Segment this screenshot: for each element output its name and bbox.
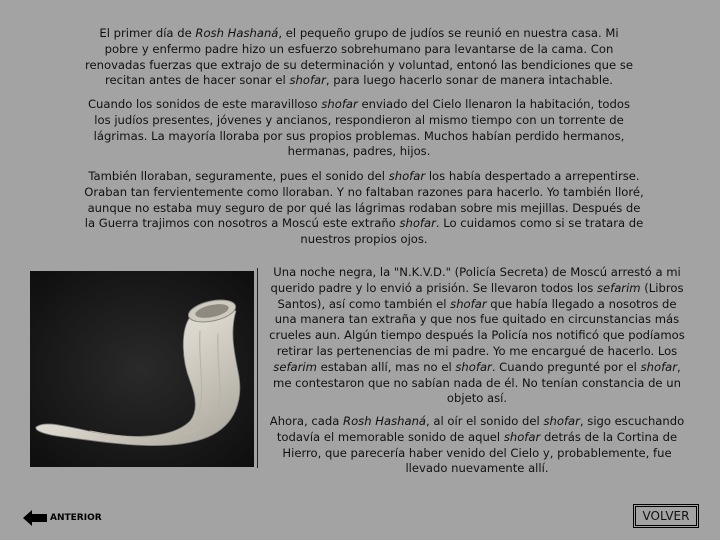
italic-term: sefarim: [273, 359, 317, 374]
text-run: enviado del Cielo llenaron la habitación, todos los judíos presentes, jóvenes y ancianos, respondieron al mismo tiempo con un torrente de lágrimas. La mayoría lloraba por sus propios problemas. Muchos habían perdido hermanos, hermanas, padres, hijos.: [93, 97, 631, 159]
text-run: , me contestaron que no sabían nada de él. No tenían constancia de un objeto así.: [273, 359, 681, 406]
italic-term: shofar: [321, 97, 358, 111]
italic-term: shofar: [455, 359, 492, 374]
italic-term: shofar: [399, 216, 436, 231]
italic-term: sefarim: [596, 280, 641, 295]
text-run: Ahora, cada: [269, 414, 344, 428]
paragraph-5: [268, 414, 686, 477]
text-run: los había despertado a arrepentirse. Oraban tan fervientemente como lloraban. Y no faltaban razones para hacerlo. Yo también lloré, aunque no estaba muy seguro de por qué las lágrimas rodaban sobre mis mejillas. Después de la Guerra trajimos con nosotros a Moscú este extraño: [84, 169, 644, 231]
back-label: VOLVER: [642, 509, 690, 523]
paragraph-1: [84, 26, 634, 89]
back-button[interactable]: [633, 504, 699, 528]
italic-term: shofar: [640, 359, 678, 374]
text-run: que había llegado a nosotros de una manera tan extraña y que nos fue quitado en circunstancias más crueles aun. Algún tiempo después la Policía nos notificó que podíamos retirar las pertenencias de mi padre. Yo me encargué de hacerlo. Los: [269, 296, 685, 358]
text-run: . Cuando pregunté por el: [491, 359, 641, 374]
divider: [257, 268, 258, 468]
text-run: , al oír el sonido del: [426, 414, 544, 428]
text-run: , sigo escuchando todavía el memorable sonido de aquel: [276, 414, 685, 444]
text-run: También lloraban, seguramente, pues el sonido del: [88, 169, 389, 183]
italic-term: Rosh Hashaná: [195, 26, 279, 40]
text-run: , para luego hacerlo sonar de manera intachable.: [325, 73, 613, 88]
text-run: detrás de la Cortina de Hierro, que parecería haber venido del Cielo y, probablemente, fue llevado nuevamente allí.: [282, 429, 678, 476]
italic-term: shofar: [503, 429, 541, 444]
italic-term: shofar: [543, 414, 580, 428]
text-run: , el pequeño grupo de judíos se reunió en nuestra casa. Mi pobre y enfermo padre hizo un esfuerzo sobrehumano para levantarse de la cama. Con renovadas fuerzas que extrajo de su determinación y voluntad, entonó las bendiciones que se recitan antes de hacer sonar el: [84, 26, 633, 88]
italic-term: shofar: [289, 73, 326, 88]
left-arrow-icon: [22, 509, 48, 527]
paragraph-3: [84, 169, 644, 248]
italic-term: shofar: [450, 296, 487, 311]
text-run: estaban allí, mas no el: [316, 359, 456, 374]
prev-button[interactable]: [22, 509, 102, 527]
shofar-photo: [30, 271, 254, 467]
paragraph-2: [84, 97, 634, 160]
text-run: Una noche negra, la "N.K.V.D." (Policía Secreta) de Moscú arrestó a mi querido padre y lo envió a prisión. Se llevaron todos los: [270, 265, 681, 295]
text-run: El primer día de: [99, 26, 196, 40]
prev-label: ANTERIOR: [50, 513, 102, 523]
italic-term: shofar: [388, 169, 426, 183]
text-run: (Libros Santos), así como también el: [277, 280, 684, 311]
italic-term: Rosh Hashaná: [343, 414, 427, 428]
text-run: . Lo cuidamos como si se tratara de nuestros propios ojos.: [300, 216, 644, 247]
paragraph-4: [268, 265, 686, 407]
text-run: Cuando los sonidos de este maravilloso: [87, 97, 322, 111]
